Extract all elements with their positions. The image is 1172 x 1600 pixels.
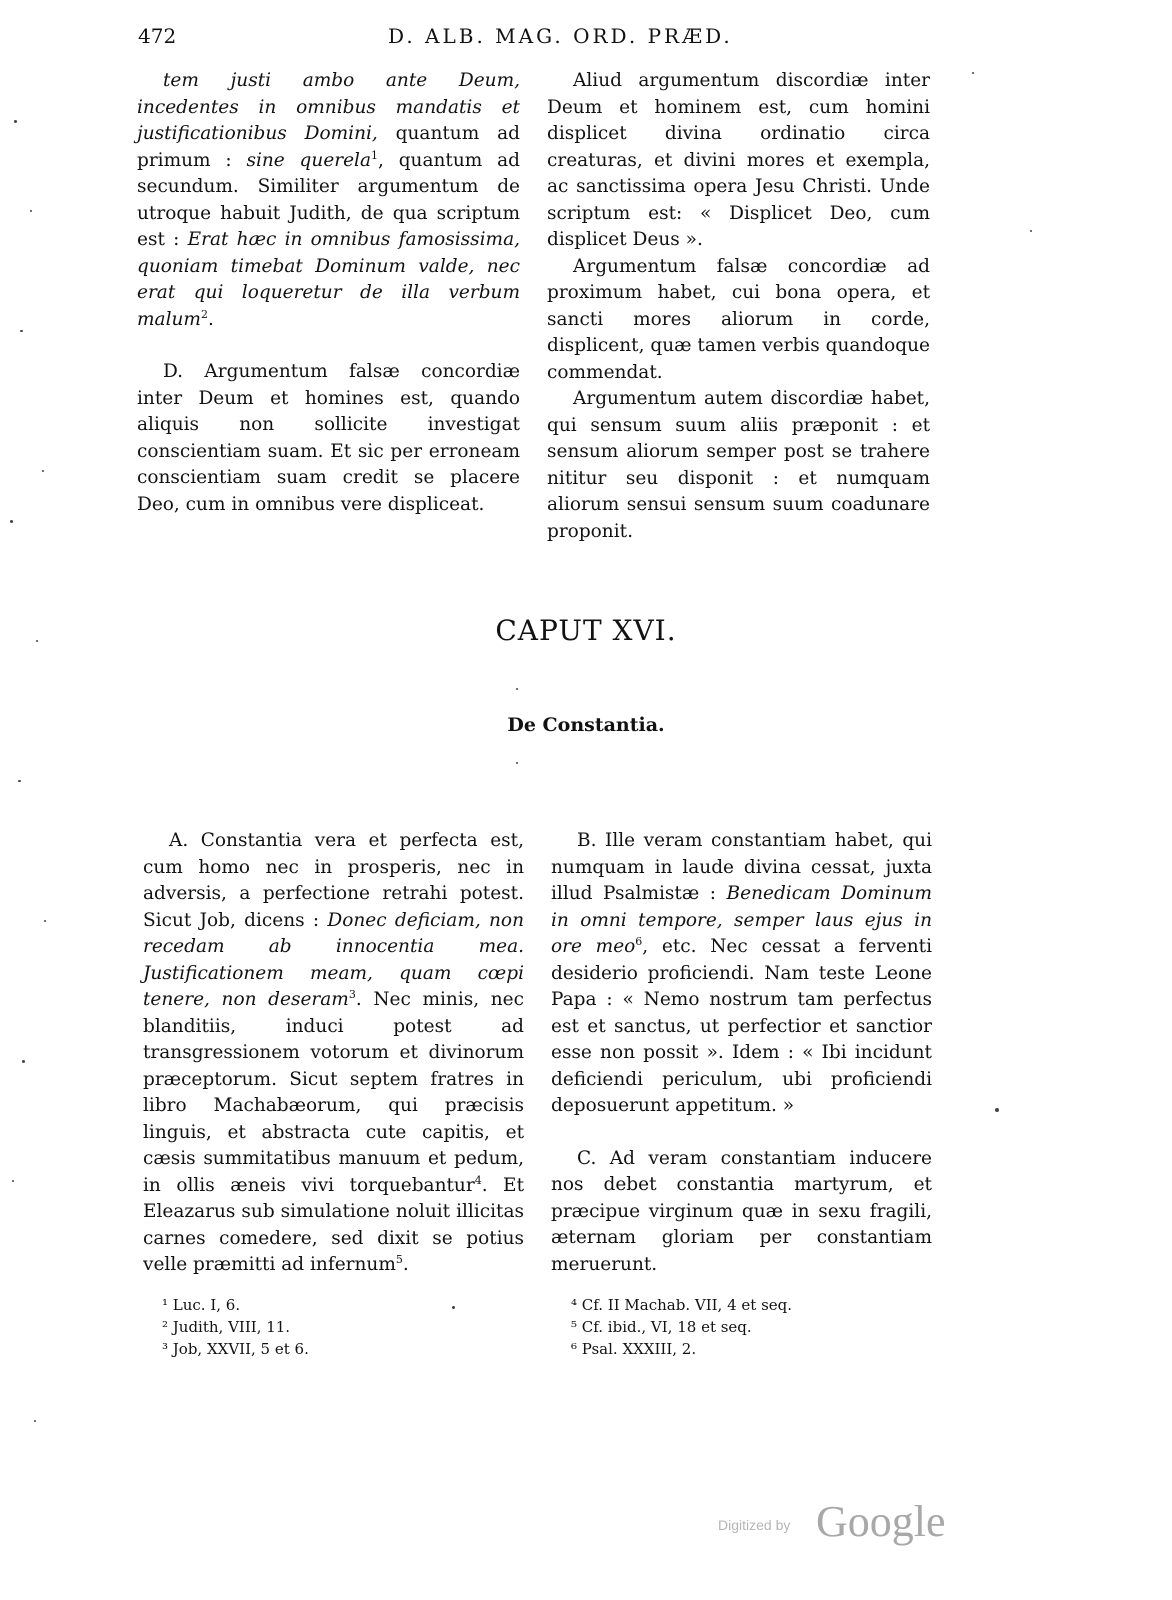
upper-right-column	[547, 68, 930, 545]
footnote: ⁴ Cf. II Machab. VII, 4 et seq.	[571, 1296, 793, 1314]
italic-text: Erat hæc in omnibus famosissima, quoniam timebat Dominum valde, nec erat qui loqueretur de illa verbum malum	[137, 229, 520, 330]
paragraph	[551, 828, 932, 1120]
lower-left-column	[143, 828, 524, 1279]
text-run: .	[402, 1254, 409, 1275]
footnote: ¹ Luc. I, 6.	[162, 1296, 241, 1314]
text-run: Aliud argumentum discordiæ inter Deum et hominem est, cum homini displicet divina ordinatio circa creaturas, et divini mores et exempla, ac sanctissima opera Jesu Christi. Unde scriptum est: « Displicet Deo, cum displicet Deus ».	[547, 70, 930, 250]
page-header	[138, 24, 938, 54]
text-run: . Nec minis, nec blanditiis, induci potest ad transgressionem votorum et divinorum præceptorum. Sicut septem fratres in libro Machabæorum, qui præcisis linguis, et abstracta cute capitis, et cæsis summitatibus manuum et pedum, in ollis æneis vivi torquebantur	[143, 989, 524, 1196]
upper-left-column	[137, 68, 520, 518]
footnotes-right	[571, 1294, 792, 1360]
footnote: ² Judith, VIII, 11.	[162, 1318, 291, 1336]
paragraph	[547, 386, 930, 545]
footnote-marker: 4	[474, 1173, 482, 1187]
google-logo: Google	[816, 1497, 946, 1546]
digitized-watermark	[716, 1496, 956, 1546]
text-run: B. Ille veram constantiam habet, qui numquam in laude divina cessat, juxta illud Psalmistæ :	[551, 830, 932, 904]
italic-text: tem justi ambo ante Deum, incedentes in omnibus mandatis et justificationibus Domini,	[137, 70, 520, 144]
footnote-marker: 2	[200, 307, 208, 321]
text-run: D. Argumentum falsæ concordiæ inter Deum et homines est, quando aliquis non sollicite investigat conscientiam suam. Et sic per erroneam conscientiam suam credit se placere Deo, cum in omnibus vere displiceat.	[137, 361, 520, 515]
text-run: .	[207, 308, 214, 330]
italic-text: sine querela	[246, 149, 372, 171]
italic-text: Benedicam Dominum in omni tempore, semper laus ejus in ore meo	[551, 883, 932, 957]
footnote: ⁵ Cf. ibid., VI, 18 et seq.	[571, 1318, 752, 1336]
text-run: quantum ad primum :	[137, 123, 520, 171]
paragraph	[143, 828, 524, 1279]
paragraph	[137, 68, 520, 333]
italic-text: Donec deficiam, non recedam ab innocentia mea. Justificationem meam, quam cœpi tenere, non deseram	[143, 909, 524, 1010]
text-run: . Et Eleazarus sub simulatione noluit illicitas carnes comedere, sed dixit se potius velle præmitti ad infernum	[143, 1174, 524, 1275]
running-title: D. ALB. MAG. ORD. PRÆD.	[388, 24, 733, 48]
footnote: ⁶ Psal. XXXIII, 2.	[571, 1340, 697, 1358]
footnote-marker: 3	[348, 987, 356, 1001]
footnote-marker: 6	[635, 934, 643, 948]
text-run: Argumentum autem discordiæ habet, qui sensum suum aliis præponit : et sensum aliorum semper post se trahere nititur seu disponit : et numquam aliorum sensui sensum suum coadunare proponit.	[547, 388, 930, 542]
page-number: 472	[138, 24, 177, 48]
text-run: , etc. Nec cessat a ferventi desiderio proficiendi. Nam teste Leone Papa : « Nemo nostrum tam perfectus est et sanctus, ut perfectior et sanctior esse non possit ». Idem : « Ibi incidunt deficiendi periculum, ubi proficiendi deposuerunt appetitum. »	[551, 936, 932, 1116]
chapter-subtitle: De Constantia.	[507, 714, 665, 736]
paragraph	[547, 254, 930, 387]
paragraph	[551, 1146, 932, 1279]
footnotes-left	[162, 1294, 309, 1360]
text-run: Argumentum falsæ concordiæ ad proximum habet, cui bona opera, et sancti mores aliorum in corde, displicent, quæ tamen verbis quandoque commendat.	[547, 255, 930, 383]
text-run: , quantum ad secundum. Similiter argumentum de utroque habuit Judith, de qua scriptum est :	[137, 149, 520, 250]
paragraph	[137, 359, 520, 518]
chapter-title: CAPUT XVI.	[495, 614, 677, 647]
digitized-label: Digitized by	[718, 1517, 791, 1533]
footnote-marker: 1	[371, 148, 379, 162]
lower-right-column	[551, 828, 932, 1278]
text-run: C. Ad veram constantiam inducere nos debet constantia martyrum, et præcipue virginum quæ in sexu fragili, æternam gloriam per constantiam meruerunt.	[551, 1147, 932, 1275]
footnote: ³ Job, XXVII, 5 et 6.	[162, 1340, 309, 1358]
paragraph	[547, 68, 930, 254]
text-run: A. Constantia vera et perfecta est, cum homo nec in prosperis, nec in adversis, a perfectione retrahi potest. Sicut Job, dicens :	[143, 830, 524, 931]
footnote-marker: 5	[395, 1252, 403, 1266]
